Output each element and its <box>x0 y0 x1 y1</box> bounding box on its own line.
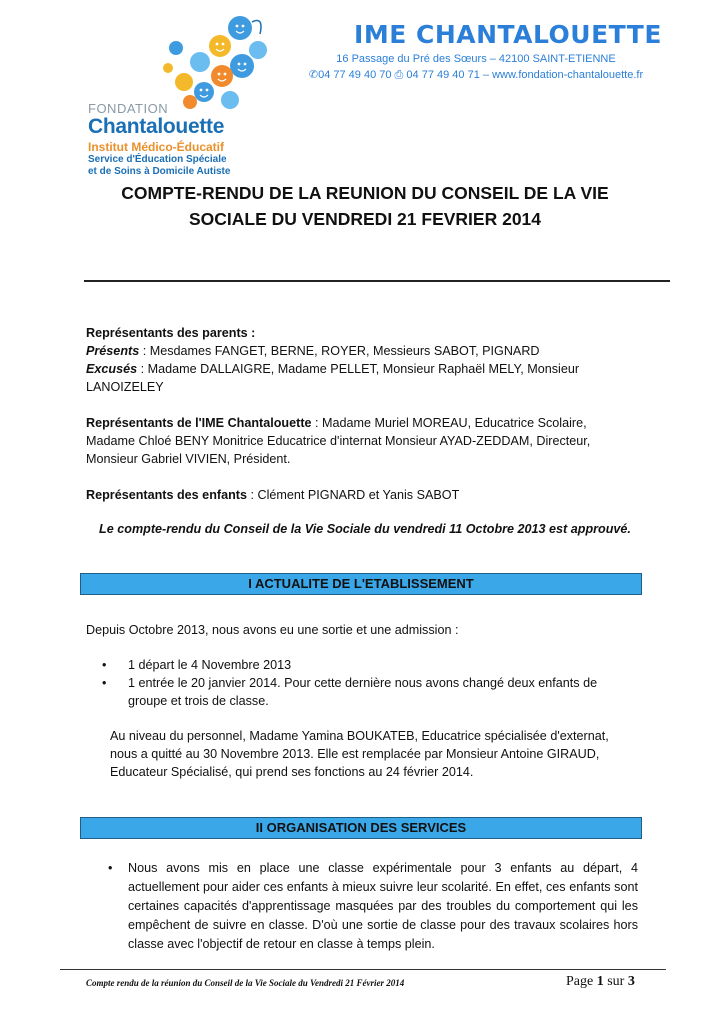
ime-line2: Madame Chloé BENY Monitrice Educatrice d'internat Monsieur AYAD-ZEDDAM, Directeur, <box>86 434 591 448</box>
attendees-children <box>86 486 459 504</box>
presents-names: : Mesdames FANGET, BERNE, ROYER, Messieurs SABOT, PIGNARD <box>139 344 540 358</box>
foundation-logo <box>0 0 300 185</box>
bullet-text: 1 entrée le 20 janvier 2014. Pour cette dernière nous avons changé deux enfants de <box>128 676 598 690</box>
attendees-ime <box>86 414 590 468</box>
phone-icon: ✆ <box>308 69 319 81</box>
children-label: Représentants des enfants <box>86 488 247 502</box>
contact-line <box>276 68 676 82</box>
contact-separator: – <box>482 69 490 81</box>
logo-name-text: Chantalouette <box>88 115 225 138</box>
staff-line3: Educateur Spécialisé, qui prend ses fonctions au 24 février 2014. <box>110 765 474 779</box>
page-prefix: Page <box>566 974 597 989</box>
excuses-line2: LANOIZELEY <box>86 380 164 394</box>
page-current: 1 <box>596 974 604 989</box>
ime-line1 <box>86 414 590 432</box>
excuses-label: Excusés <box>86 362 138 376</box>
presents-label: Présents <box>86 344 140 358</box>
ime-title: IME CHANTALOUETTE <box>354 20 662 49</box>
excuses-line <box>86 360 579 378</box>
parents-label: Représentants des parents : <box>86 326 256 340</box>
bullet-icon: • <box>102 658 107 672</box>
footer-divider <box>60 969 666 970</box>
ime-names: : Madame Muriel MOREAU, Educatrice Scolaire, <box>311 416 587 430</box>
page-sep: sur <box>603 974 628 989</box>
website-link[interactable]: www.fondation-chantalouette.fr <box>492 69 644 81</box>
footer-text: Compte rendu de la réunion du Conseil de la Vie Sociale du Vendredi 21 Février 2014 <box>86 978 405 988</box>
title-divider <box>84 280 670 282</box>
bullet-text-cont: groupe et trois de classe. <box>128 694 269 708</box>
ime-line3: Monsieur Gabriel VIVIEN, Président. <box>86 452 291 466</box>
document-title-line1: COMPTE-RENDU DE LA REUNION DU CONSEIL DE LA VIE <box>121 183 609 203</box>
attendees-parents <box>86 324 579 396</box>
bullet-icon: • <box>102 676 107 690</box>
section-heading-actualite: I ACTUALITE DE L'ETABLISSEMENT <box>80 573 642 595</box>
logo-faces-icon <box>160 14 270 114</box>
children-names: : Clément PIGNARD et Yanis SABOT <box>246 488 460 502</box>
staff-line2: nous a quitté au 30 Novembre 2013. Elle est remplacée par Monsieur Antoine GIRAUD, <box>110 747 600 761</box>
excuses-names: : Madame DALLAIGRE, Madame PELLET, Monsieur Raphaël MELY, Monsieur <box>137 362 580 376</box>
logo-service-line2: et de Soins à Domicile Autiste <box>88 166 231 177</box>
section2-paragraph: Nous avons mis en place une classe expérimentale pour 3 enfants au départ, 4 actuellement pour aider ces enfants à mieux suivre leur scolarité. En effet, ces enfants sont certaines capacités d'apprentissage masquées par des troubles du comportement qui les empêchent de suivre en classe. D'où une sortie de classe pour des travaux scolaires hors classe avec l'objectif de retour en classe à temps plein. <box>128 861 638 951</box>
logo-ime-text: Institut Médico-Éducatif <box>88 140 224 154</box>
fax-icon: ⎙ <box>394 69 404 81</box>
bullet-icon: • <box>108 861 113 875</box>
fax-number: 04 77 49 40 71 <box>406 69 480 81</box>
approval-statement: Le compte-rendu du Conseil de la Vie Sociale du vendredi 11 Octobre 2013 est approuvé. <box>99 522 631 536</box>
section1-intro: Depuis Octobre 2013, nous avons eu une sortie et une admission : <box>86 623 459 637</box>
document-title-line2: SOCIALE DU VENDREDI 21 FEVRIER 2014 <box>188 209 542 229</box>
page-number <box>566 974 635 990</box>
phone-number: 04 77 49 40 70 <box>318 69 392 81</box>
logo-fondation-text: FONDATION <box>88 101 169 116</box>
staff-line1: Au niveau du personnel, Madame Yamina BOUKATEB, Educatrice spécialisée d'externat, <box>110 729 609 743</box>
section-heading-organisation: II ORGANISATION DES SERVICES <box>80 817 642 839</box>
bullet-text: 1 départ le 4 Novembre 2013 <box>128 658 292 672</box>
ime-label: Représentants de l'IME Chantalouette <box>86 416 312 430</box>
address-line: 16 Passage du Pré des Sœurs – 42100 SAINT-ETIENNE <box>336 53 616 65</box>
staff-paragraph <box>110 727 609 781</box>
presents-line <box>86 342 579 360</box>
logo-service-line1: Service d'Éducation Spéciale <box>88 154 227 165</box>
page-total: 3 <box>627 974 635 989</box>
